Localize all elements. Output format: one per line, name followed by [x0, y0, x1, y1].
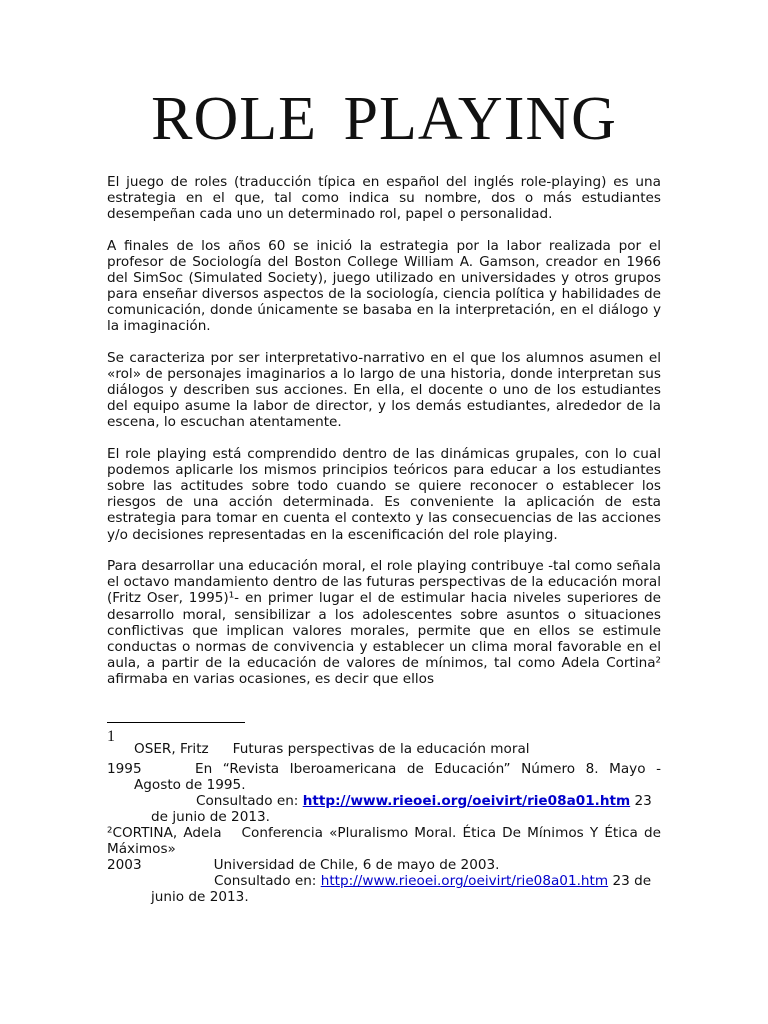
footnote-1-year: 1995 — [107, 761, 142, 777]
footnote-2-head — [107, 825, 661, 857]
footnote-1-source: En “Revista Iberoamericana de Educación” Número 8. Mayo - Agosto de 1995. — [134, 761, 661, 794]
footnote-2-link[interactable]: http://www.rieoei.org/oeivirt/rie08a01.htm — [320, 873, 609, 889]
footnote-1-number: 1 — [107, 728, 115, 745]
footnote-1-consulted-label: Consultado en: — [196, 793, 299, 809]
footnote-2-title: Conferencia «Pluralismo Moral. Ética De Mínimos Y Ética de Máximos» — [107, 825, 661, 858]
footnote-2-date: 23 de junio de 2013. — [151, 873, 652, 906]
paragraph-4: El role playing está comprendido dentro de las dinámicas grupales, con lo cual podemos aplicarle los mismos principios teóricos para educar a los estudiantes sobre las actitudes sobre todo cuando se quiere reconocer o establecer los riesgos de una acción determinada. Es conveniente la aplicación de esta estrategia para tomar en cuenta el contexto y las consecuencias de las acciones y/o decisiones representadas en la escenificación del role playing. — [107, 446, 661, 543]
footnote-1-consulted — [151, 793, 661, 825]
paragraph-5: Para desarrollar una educación moral, el role playing contribuye -tal como señala el octavo mandamiento dentro de las futuras perspectivas de la educación moral (Fritz Oser, 1995)¹- en primer lugar el de estimular hacia niveles superiores de desarrollo moral, sensibilizar a los adolescentes sobre asuntos o situaciones conflictivas que implican valores morales, permite que en ellos se estimule conductas o normas de convivencia y establecer un clima moral favorable en el aula, a partir de la educación de valores de mínimos, tal como Adela Cortina² afirmaba en varias ocasiones, es decir que ellos — [107, 558, 661, 687]
footnote-2-year-row — [107, 857, 661, 873]
paragraph-1: El juego de roles (traducción típica en español del inglés role-playing) es una estrategia en el que, tal como indica su nombre, dos o más estudiantes desempeñan cada uno un determinado rol, papel o personalidad. — [107, 174, 661, 223]
footnote-1-date: 23 de junio de 2013. — [151, 793, 652, 826]
paragraph-2: A finales de los años 60 se inició la estrategia por la labor realizada por el profesor de Sociología del Boston College William A. Gamson, creador en 1966 del SimSoc (Simulated Society), juego utilizado en universidades y otros grupos para enseñar diversos aspectos de la sociología, ciencia política y habilidades de comunicación, donde únicamente se basaba en la interpretación, en el diálogo y la imaginación. — [107, 237, 661, 335]
footnote-separator — [107, 722, 245, 723]
footnote-2-consulted-label: Consultado en: — [214, 873, 317, 889]
footnote-1-head — [107, 741, 661, 757]
document-title: ROLE PLAYING — [151, 85, 617, 153]
paragraph-3: Se caracteriza por ser interpretativo-narrativo en el que los alumnos asumen el «rol» de personajes imaginarios a lo largo de una historia, donde interpretan sus diálogos y describen sus acciones. En ella, el docente o uno de los estudiantes del equipo asume la labor de director, y los demás estudiantes, alrededor de la escena, lo escuchan atentamente. — [107, 350, 661, 431]
footnote-2-year: 2003 — [107, 857, 142, 873]
footnote-2-author: ²CORTINA, Adela — [107, 825, 222, 841]
footnote-2-consulted — [151, 873, 661, 905]
footnote-1-link[interactable]: http://www.rieoei.org/oeivirt/rie08a01.htm — [302, 793, 631, 809]
footnote-1-author: OSER, Fritz — [134, 741, 209, 757]
footnote-1-title: Futuras perspectivas de la educación moral — [232, 741, 530, 757]
footnote-2-source: Universidad de Chile, 6 de mayo de 2003. — [213, 857, 500, 873]
body-text — [107, 174, 661, 703]
